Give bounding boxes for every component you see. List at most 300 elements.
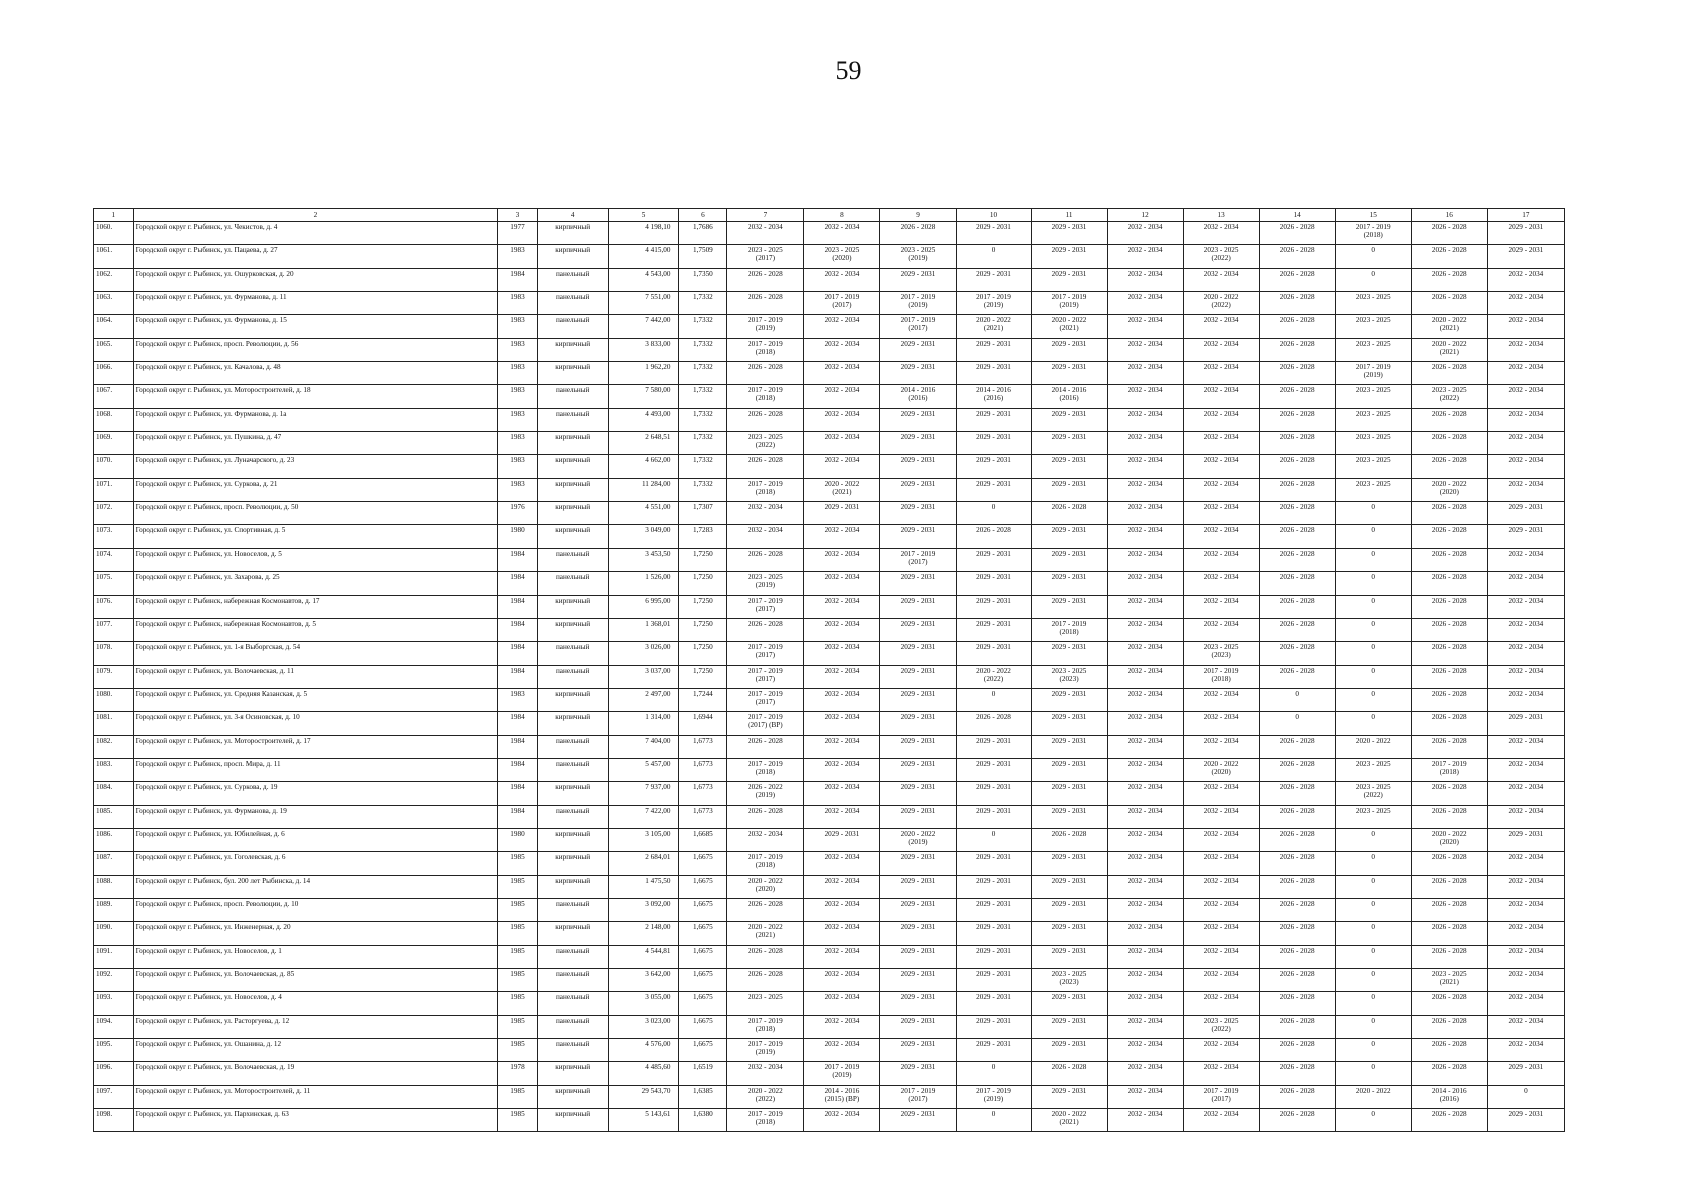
table-cell-col-10: 2029 - 2031 bbox=[956, 572, 1031, 595]
table-cell-col-16 bbox=[1411, 315, 1487, 338]
table-cell-col-5: 2 497,00 bbox=[608, 688, 679, 711]
table-cell-col-1: 1064. bbox=[94, 315, 134, 338]
period-range: 2023 - 2025 bbox=[900, 246, 936, 255]
period-range: 2020 - 2022 bbox=[748, 1086, 783, 1095]
column-header-8: 8 bbox=[804, 209, 880, 222]
table-cell-col-2: Городской округ г. Рыбинск, ул. Фурманова, д. 19 bbox=[133, 805, 498, 828]
table-cell-col-14: 2026 - 2028 bbox=[1259, 292, 1335, 315]
table-row bbox=[94, 502, 1565, 525]
column-header-14: 14 bbox=[1259, 209, 1335, 222]
table-cell-col-12: 2032 - 2034 bbox=[1107, 758, 1183, 781]
table-cell-col-17: 2032 - 2034 bbox=[1487, 1015, 1564, 1038]
page-number: 59 bbox=[835, 56, 862, 85]
table-cell-col-6: 1,6675 bbox=[679, 1015, 727, 1038]
table-cell-col-14: 2026 - 2028 bbox=[1259, 782, 1335, 805]
table-cell-col-14: 2026 - 2028 bbox=[1259, 969, 1335, 992]
table-cell-col-10: 2029 - 2031 bbox=[956, 268, 1031, 291]
table-cell-col-6: 1,7244 bbox=[679, 688, 727, 711]
table-cell-col-5: 6 995,00 bbox=[608, 595, 679, 618]
table-cell-col-11 bbox=[1031, 385, 1107, 408]
actual-year-note: (2021) bbox=[832, 487, 852, 496]
table-cell-col-2: Городской округ г. Рыбинск, ул. Моторостроителей, д. 17 bbox=[133, 735, 498, 758]
period-range: 2017 - 2019 bbox=[824, 293, 860, 302]
actual-year-note: (2017) bbox=[755, 674, 775, 683]
table-cell-col-9: 2029 - 2031 bbox=[880, 525, 956, 548]
table-cell-col-5: 7 551,00 bbox=[608, 292, 679, 315]
table-cell-col-9 bbox=[880, 292, 956, 315]
table-cell-col-8: 2032 - 2034 bbox=[804, 688, 880, 711]
table-cell-col-11: 2029 - 2031 bbox=[1031, 782, 1107, 805]
table-cell-col-8: 2032 - 2034 bbox=[804, 898, 880, 921]
period-range: 2020 - 2022 bbox=[1051, 316, 1087, 325]
table-cell-col-5: 1 475,50 bbox=[608, 875, 679, 898]
actual-year-note: (2021) bbox=[1059, 324, 1079, 333]
table-cell-col-5: 4 198,10 bbox=[608, 222, 679, 245]
period-range: 2014 - 2016 bbox=[824, 1086, 860, 1095]
table-cell-col-8: 2032 - 2034 bbox=[804, 618, 880, 641]
table-cell-col-11: 2029 - 2031 bbox=[1031, 338, 1107, 361]
table-cell-col-7: 2032 - 2034 bbox=[727, 828, 804, 851]
table-cell-col-11: 2029 - 2031 bbox=[1031, 432, 1107, 455]
table-cell-col-9: 2029 - 2031 bbox=[880, 992, 956, 1015]
table-cell-col-16: 2026 - 2028 bbox=[1411, 642, 1487, 665]
table-cell-col-4: кирпичный bbox=[537, 618, 608, 641]
table-cell-col-3: 1978 bbox=[498, 1062, 538, 1085]
table-row bbox=[94, 852, 1565, 875]
actual-year-note: (2022) bbox=[1211, 1024, 1231, 1033]
period-range: 2017 - 2019 bbox=[900, 316, 936, 325]
table-cell-col-6: 1,7332 bbox=[679, 362, 727, 385]
table-cell-col-13: 2032 - 2034 bbox=[1183, 478, 1259, 501]
table-cell-col-2: Городской округ г. Рыбинск, ул. 1-я Выборгская, д. 54 bbox=[133, 642, 498, 665]
actual-year-note: (2022) bbox=[1363, 791, 1383, 800]
table-cell-col-1: 1084. bbox=[94, 782, 134, 805]
table-cell-col-12: 2032 - 2034 bbox=[1107, 572, 1183, 595]
table-cell-col-15: 2020 - 2022 bbox=[1335, 1085, 1411, 1108]
table-cell-col-7: 2026 - 2028 bbox=[727, 898, 804, 921]
table-cell-col-15: 2023 - 2025 bbox=[1335, 478, 1411, 501]
table-cell-col-5: 5 143,61 bbox=[608, 1109, 679, 1132]
table-cell-col-12: 2032 - 2034 bbox=[1107, 385, 1183, 408]
table-cell-col-3: 1985 bbox=[498, 898, 538, 921]
table-cell-col-9: 2029 - 2031 bbox=[880, 1109, 956, 1132]
table-cell-col-17: 2032 - 2034 bbox=[1487, 992, 1564, 1015]
actual-year-note: (2015) (ВР) bbox=[824, 1094, 860, 1103]
table-cell-col-9: 2029 - 2031 bbox=[880, 455, 956, 478]
actual-year-note: (2018) bbox=[755, 487, 775, 496]
period-range: 2020 - 2022 bbox=[1203, 759, 1239, 768]
table-cell-col-1: 1061. bbox=[94, 245, 134, 268]
table-cell-col-11: 2029 - 2031 bbox=[1031, 595, 1107, 618]
table-cell-col-2: Городской округ г. Рыбинск, ул. 3-я Осиновская, д. 10 bbox=[133, 712, 498, 735]
table-cell-col-2: Городской округ г. Рыбинск, просп. Революции, д. 56 bbox=[133, 338, 498, 361]
table-cell-col-12: 2032 - 2034 bbox=[1107, 525, 1183, 548]
table-cell-col-7: 2026 - 2028 bbox=[727, 455, 804, 478]
table-cell-col-12: 2032 - 2034 bbox=[1107, 338, 1183, 361]
table-cell-col-10: 2029 - 2031 bbox=[956, 478, 1031, 501]
table-cell-col-10: 2029 - 2031 bbox=[956, 595, 1031, 618]
table-cell-col-7: 2023 - 2025 bbox=[727, 992, 804, 1015]
actual-year-note: (2016) bbox=[1059, 394, 1079, 403]
table-cell-col-2: Городской округ г. Рыбинск, набережная Космонавтов, д. 17 bbox=[133, 595, 498, 618]
table-cell-col-7: 2026 - 2028 bbox=[727, 268, 804, 291]
table-cell-col-8: 2032 - 2034 bbox=[804, 945, 880, 968]
table-cell-col-5: 2 148,00 bbox=[608, 922, 679, 945]
table-cell-col-11: 2029 - 2031 bbox=[1031, 455, 1107, 478]
actual-year-note: (2019) bbox=[908, 301, 928, 310]
table-cell-col-4: панельный bbox=[537, 315, 608, 338]
actual-year-note: (2016) bbox=[983, 394, 1004, 403]
table-cell-col-17: 2032 - 2034 bbox=[1487, 735, 1564, 758]
table-cell-col-11 bbox=[1031, 665, 1107, 688]
table-row bbox=[94, 315, 1565, 338]
table-cell-col-1: 1075. bbox=[94, 572, 134, 595]
table-cell-col-4: кирпичный bbox=[537, 362, 608, 385]
table-cell-col-14: 2026 - 2028 bbox=[1259, 1085, 1335, 1108]
table-cell-col-5: 3 833,00 bbox=[608, 338, 679, 361]
table-cell-col-9 bbox=[880, 828, 956, 851]
table-cell-col-5: 7 404,00 bbox=[608, 735, 679, 758]
period-range: 2023 - 2025 bbox=[1051, 666, 1087, 675]
table-cell-col-4: панельный bbox=[537, 735, 608, 758]
table-cell-col-3: 1985 bbox=[498, 1109, 538, 1132]
table-cell-col-8: 2032 - 2034 bbox=[804, 735, 880, 758]
table-cell-col-6: 1,6675 bbox=[679, 969, 727, 992]
table-cell-col-6: 1,6675 bbox=[679, 852, 727, 875]
table-cell-col-11 bbox=[1031, 969, 1107, 992]
table-cell-col-10: 2029 - 2031 bbox=[956, 735, 1031, 758]
table-cell-col-4: панельный bbox=[537, 945, 608, 968]
table-cell-col-1: 1060. bbox=[94, 222, 134, 245]
table-cell-col-8: 2032 - 2034 bbox=[804, 408, 880, 431]
table-cell-col-16: 2026 - 2028 bbox=[1411, 455, 1487, 478]
table-cell-col-17: 2032 - 2034 bbox=[1487, 455, 1564, 478]
table-cell-col-10: 2029 - 2031 bbox=[956, 432, 1031, 455]
table-cell-col-1: 1093. bbox=[94, 992, 134, 1015]
table-cell-col-1: 1070. bbox=[94, 455, 134, 478]
table-row bbox=[94, 1039, 1565, 1062]
table-row bbox=[94, 268, 1565, 291]
table-cell-col-10: 2029 - 2031 bbox=[956, 805, 1031, 828]
table-cell-col-10: 2026 - 2028 bbox=[956, 712, 1031, 735]
table-cell-col-3: 1985 bbox=[498, 969, 538, 992]
period-range: 2017 - 2019 bbox=[748, 853, 783, 862]
period-range: 2017 - 2019 bbox=[1355, 223, 1391, 231]
table-cell-col-6: 1,7332 bbox=[679, 408, 727, 431]
table-cell-col-6: 1,7332 bbox=[679, 432, 727, 455]
actual-year-note: (2017) bbox=[832, 301, 852, 310]
actual-year-note: (2022) bbox=[755, 441, 775, 450]
table-cell-col-1: 1096. bbox=[94, 1062, 134, 1085]
table-cell-col-9: 2029 - 2031 bbox=[880, 945, 956, 968]
period-range: 2017 - 2019 bbox=[824, 1063, 860, 1072]
table-cell-col-9: 2029 - 2031 bbox=[880, 408, 956, 431]
table-row bbox=[94, 782, 1565, 805]
table-cell-col-16: 2026 - 2028 bbox=[1411, 245, 1487, 268]
table-cell-col-14: 2026 - 2028 bbox=[1259, 852, 1335, 875]
table-row bbox=[94, 548, 1565, 571]
table-cell-col-5: 29 543,70 bbox=[608, 1085, 679, 1108]
table-row bbox=[94, 385, 1565, 408]
table-cell-col-4: панельный bbox=[537, 642, 608, 665]
table-cell-col-5: 7 580,00 bbox=[608, 385, 679, 408]
table-cell-col-12: 2032 - 2034 bbox=[1107, 735, 1183, 758]
table-cell-col-2: Городской округ г. Рыбинск, ул. Луначарского, д. 23 bbox=[133, 455, 498, 478]
table-cell-col-4: панельный bbox=[537, 385, 608, 408]
table-cell-col-3: 1983 bbox=[498, 338, 538, 361]
table-cell-col-17: 0 bbox=[1487, 1085, 1564, 1108]
table-cell-col-6: 1,6675 bbox=[679, 1039, 727, 1062]
table-cell-col-11: 2029 - 2031 bbox=[1031, 735, 1107, 758]
period-range: 2017 - 2019 bbox=[1203, 1086, 1239, 1095]
table-cell-col-7 bbox=[727, 758, 804, 781]
table-cell-col-1: 1085. bbox=[94, 805, 134, 828]
table-cell-col-2: Городской округ г. Рыбинск, ул. Фурманова, д. 11 bbox=[133, 292, 498, 315]
table-cell-col-17: 2032 - 2034 bbox=[1487, 385, 1564, 408]
actual-year-note: (2018) bbox=[755, 1024, 775, 1033]
table-cell-col-17: 2032 - 2034 bbox=[1487, 852, 1564, 875]
table-cell-col-3: 1984 bbox=[498, 618, 538, 641]
table-cell-col-2: Городской округ г. Рыбинск, ул. Волочаевская, д. 11 bbox=[133, 665, 498, 688]
table-cell-col-2: Городской округ г. Рыбинск, набережная Космонавтов, д. 5 bbox=[133, 618, 498, 641]
table-cell-col-17: 2032 - 2034 bbox=[1487, 688, 1564, 711]
table-cell-col-16: 2026 - 2028 bbox=[1411, 1015, 1487, 1038]
period-range: 2023 - 2025 bbox=[1203, 246, 1239, 255]
table-cell-col-12: 2032 - 2034 bbox=[1107, 618, 1183, 641]
table-cell-col-10: 2029 - 2031 bbox=[956, 1039, 1031, 1062]
actual-year-note: (2017) bbox=[1211, 1094, 1231, 1103]
table-cell-col-13: 2032 - 2034 bbox=[1183, 828, 1259, 851]
table-cell-col-3: 1985 bbox=[498, 992, 538, 1015]
table-cell-col-12: 2032 - 2034 bbox=[1107, 805, 1183, 828]
table-cell-col-16: 2026 - 2028 bbox=[1411, 572, 1487, 595]
table-cell-col-5: 3 037,00 bbox=[608, 665, 679, 688]
table-cell-col-7 bbox=[727, 665, 804, 688]
table-cell-col-8: 2032 - 2034 bbox=[804, 268, 880, 291]
table-cell-col-7: 2026 - 2028 bbox=[727, 292, 804, 315]
table-cell-col-10: 2029 - 2031 bbox=[956, 969, 1031, 992]
table-cell-col-2: Городской округ г. Рыбинск, ул. Расторгуева, д. 12 bbox=[133, 1015, 498, 1038]
actual-year-note: (2017) bbox=[908, 1094, 928, 1103]
table-cell-col-9: 2029 - 2031 bbox=[880, 642, 956, 665]
table-cell-col-15: 0 bbox=[1335, 688, 1411, 711]
table-cell-col-1: 1073. bbox=[94, 525, 134, 548]
table-cell-col-10: 0 bbox=[956, 828, 1031, 851]
table-cell-col-13: 2032 - 2034 bbox=[1183, 618, 1259, 641]
table-cell-col-14: 2026 - 2028 bbox=[1259, 455, 1335, 478]
actual-year-note: (2017) bbox=[755, 651, 775, 660]
table-cell-col-15 bbox=[1335, 782, 1411, 805]
table-cell-col-16: 2026 - 2028 bbox=[1411, 1109, 1487, 1132]
period-range: 2023 - 2025 bbox=[748, 573, 783, 582]
period-range: 2017 - 2019 bbox=[748, 316, 783, 325]
table-cell-col-10: 2029 - 2031 bbox=[956, 408, 1031, 431]
table-cell-col-1: 1072. bbox=[94, 502, 134, 525]
table-cell-col-16 bbox=[1411, 828, 1487, 851]
table-cell-col-16: 2026 - 2028 bbox=[1411, 945, 1487, 968]
table-cell-col-4: панельный bbox=[537, 292, 608, 315]
table-cell-col-17: 2032 - 2034 bbox=[1487, 1039, 1564, 1062]
table-cell-col-8: 2032 - 2034 bbox=[804, 992, 880, 1015]
table-cell-col-11: 2029 - 2031 bbox=[1031, 548, 1107, 571]
table-cell-col-13: 2032 - 2034 bbox=[1183, 852, 1259, 875]
actual-year-note: (2018) bbox=[755, 1118, 775, 1127]
table-cell-col-13 bbox=[1183, 665, 1259, 688]
table-cell-col-6: 1,7307 bbox=[679, 502, 727, 525]
table-cell-col-13: 2032 - 2034 bbox=[1183, 455, 1259, 478]
table-cell-col-3: 1983 bbox=[498, 455, 538, 478]
column-header-13: 13 bbox=[1183, 209, 1259, 222]
table-cell-col-10 bbox=[956, 665, 1031, 688]
table-cell-col-8: 2032 - 2034 bbox=[804, 595, 880, 618]
table-cell-col-2: Городской округ г. Рыбинск, ул. Ошурковская, д. 20 bbox=[133, 268, 498, 291]
table-cell-col-3: 1985 bbox=[498, 852, 538, 875]
table-cell-col-11: 2029 - 2031 bbox=[1031, 805, 1107, 828]
actual-year-note: (2016) bbox=[1439, 1094, 1459, 1103]
table-cell-col-3: 1984 bbox=[498, 758, 538, 781]
table-cell-col-6: 1,6685 bbox=[679, 828, 727, 851]
table-cell-col-16 bbox=[1411, 478, 1487, 501]
table-cell-col-15: 0 bbox=[1335, 945, 1411, 968]
table-cell-col-14: 2026 - 2028 bbox=[1259, 735, 1335, 758]
table-cell-col-17: 2032 - 2034 bbox=[1487, 548, 1564, 571]
table-cell-col-15: 0 bbox=[1335, 898, 1411, 921]
period-range: 2017 - 2019 bbox=[748, 479, 783, 488]
period-range: 2020 - 2022 bbox=[1051, 1110, 1087, 1119]
table-cell-col-14: 2026 - 2028 bbox=[1259, 758, 1335, 781]
table-cell-col-11: 2026 - 2028 bbox=[1031, 828, 1107, 851]
table-cell-col-8: 2032 - 2034 bbox=[804, 1015, 880, 1038]
table-cell-col-1: 1063. bbox=[94, 292, 134, 315]
table-cell-col-2: Городской округ г. Рыбинск, ул. Ошанина, д. 12 bbox=[133, 1039, 498, 1062]
table-cell-col-16: 2026 - 2028 bbox=[1411, 1062, 1487, 1085]
table-row bbox=[94, 688, 1565, 711]
actual-year-note: (2019) bbox=[1059, 301, 1079, 310]
table-cell-col-15: 2023 - 2025 bbox=[1335, 408, 1411, 431]
period-range: 2017 - 2019 bbox=[748, 596, 783, 605]
table-cell-col-10: 2029 - 2031 bbox=[956, 455, 1031, 478]
table-cell-col-17: 2029 - 2031 bbox=[1487, 1109, 1564, 1132]
table-cell-col-13 bbox=[1183, 1085, 1259, 1108]
table-cell-col-8: 2032 - 2034 bbox=[804, 642, 880, 665]
table-cell-col-16: 2026 - 2028 bbox=[1411, 432, 1487, 455]
table-cell-col-6: 1,7250 bbox=[679, 572, 727, 595]
period-range: 2023 - 2025 bbox=[1051, 970, 1087, 978]
table-cell-col-5: 3 092,00 bbox=[608, 898, 679, 921]
header-row bbox=[94, 209, 1565, 222]
table-cell-col-5: 3 023,00 bbox=[608, 1015, 679, 1038]
table-cell-col-16: 2026 - 2028 bbox=[1411, 222, 1487, 245]
table-cell-col-4: кирпичный bbox=[537, 922, 608, 945]
period-range: 2020 - 2022 bbox=[976, 316, 1011, 325]
table-cell-col-17: 2032 - 2034 bbox=[1487, 665, 1564, 688]
table-cell-col-8: 2032 - 2034 bbox=[804, 875, 880, 898]
table-cell-col-8: 2032 - 2034 bbox=[804, 665, 880, 688]
table-cell-col-14: 2026 - 2028 bbox=[1259, 1039, 1335, 1062]
table-cell-col-8 bbox=[804, 245, 880, 268]
table-cell-col-10: 2029 - 2031 bbox=[956, 548, 1031, 571]
table-cell-col-5: 1 368,01 bbox=[608, 618, 679, 641]
period-range: 2017 - 2019 bbox=[1355, 363, 1391, 372]
table-cell-col-10: 2029 - 2031 bbox=[956, 642, 1031, 665]
table-cell-col-16: 2026 - 2028 bbox=[1411, 922, 1487, 945]
table-cell-col-1: 1069. bbox=[94, 432, 134, 455]
table-cell-col-3: 1985 bbox=[498, 875, 538, 898]
table-cell-col-13: 2032 - 2034 bbox=[1183, 408, 1259, 431]
table-cell-col-8: 2032 - 2034 bbox=[804, 782, 880, 805]
table-cell-col-5: 7 937,00 bbox=[608, 782, 679, 805]
table-cell-col-15: 2023 - 2025 bbox=[1335, 338, 1411, 361]
period-range: 2023 - 2025 bbox=[1203, 643, 1239, 652]
table-cell-col-1: 1097. bbox=[94, 1085, 134, 1108]
table-cell-col-14: 2026 - 2028 bbox=[1259, 595, 1335, 618]
period-range: 2026 - 2022 bbox=[748, 783, 783, 792]
table-cell-col-8: 2032 - 2034 bbox=[804, 805, 880, 828]
table-row bbox=[94, 455, 1565, 478]
table-cell-col-11: 2029 - 2031 bbox=[1031, 222, 1107, 245]
table-cell-col-3: 1983 bbox=[498, 408, 538, 431]
period-range: 2017 - 2019 bbox=[900, 1086, 936, 1095]
table-cell-col-6: 1,7686 bbox=[679, 222, 727, 245]
table-cell-col-7: 2026 - 2028 bbox=[727, 735, 804, 758]
period-range: 2020 - 2022 bbox=[976, 666, 1011, 675]
table-cell-col-6: 1,6773 bbox=[679, 782, 727, 805]
table-cell-col-14: 2026 - 2028 bbox=[1259, 408, 1335, 431]
column-header-17: 17 bbox=[1487, 209, 1564, 222]
table-cell-col-7 bbox=[727, 782, 804, 805]
table-cell-col-11 bbox=[1031, 292, 1107, 315]
table-cell-col-16 bbox=[1411, 385, 1487, 408]
period-range: 2017 - 2019 bbox=[748, 1110, 783, 1119]
table-cell-col-16: 2026 - 2028 bbox=[1411, 292, 1487, 315]
table-row bbox=[94, 969, 1565, 992]
table-cell-col-11: 2029 - 2031 bbox=[1031, 1085, 1107, 1108]
table-cell-col-12: 2032 - 2034 bbox=[1107, 782, 1183, 805]
table-cell-col-11: 2029 - 2031 bbox=[1031, 758, 1107, 781]
period-range: 2023 - 2025 bbox=[1431, 386, 1467, 395]
table-cell-col-15: 0 bbox=[1335, 875, 1411, 898]
table-row bbox=[94, 1062, 1565, 1085]
table-cell-col-2: Городской округ г. Рыбинск, ул. Волочаевская, д. 85 bbox=[133, 969, 498, 992]
table-cell-col-1: 1068. bbox=[94, 408, 134, 431]
table-cell-col-13: 2032 - 2034 bbox=[1183, 432, 1259, 455]
table-cell-col-5: 3 453,50 bbox=[608, 548, 679, 571]
table-cell-col-12: 2032 - 2034 bbox=[1107, 922, 1183, 945]
table-cell-col-6: 1,7332 bbox=[679, 338, 727, 361]
column-header-2: 2 bbox=[133, 209, 498, 222]
table-cell-col-15: 0 bbox=[1335, 245, 1411, 268]
table-cell-col-8: 2032 - 2034 bbox=[804, 338, 880, 361]
table-cell-col-10 bbox=[956, 315, 1031, 338]
table-cell-col-9: 2029 - 2031 bbox=[880, 852, 956, 875]
table-cell-col-9: 2029 - 2031 bbox=[880, 688, 956, 711]
actual-year-note: (2017) bbox=[755, 604, 775, 613]
table-cell-col-7: 2026 - 2028 bbox=[727, 408, 804, 431]
period-range: 2017 - 2019 bbox=[1203, 666, 1239, 675]
period-range: 2017 - 2019 bbox=[748, 643, 783, 652]
table-cell-col-4: кирпичный bbox=[537, 875, 608, 898]
actual-year-note: (2021) bbox=[1059, 1118, 1079, 1127]
table-cell-col-9: 2029 - 2031 bbox=[880, 478, 956, 501]
table-cell-col-10: 2029 - 2031 bbox=[956, 782, 1031, 805]
table-cell-col-16: 2026 - 2028 bbox=[1411, 688, 1487, 711]
table-row bbox=[94, 525, 1565, 548]
table-cell-col-3: 1983 bbox=[498, 315, 538, 338]
table-cell-col-13: 2032 - 2034 bbox=[1183, 362, 1259, 385]
table-cell-col-17: 2032 - 2034 bbox=[1487, 478, 1564, 501]
table-cell-col-11: 2029 - 2031 bbox=[1031, 362, 1107, 385]
table-cell-col-8: 2032 - 2034 bbox=[804, 852, 880, 875]
